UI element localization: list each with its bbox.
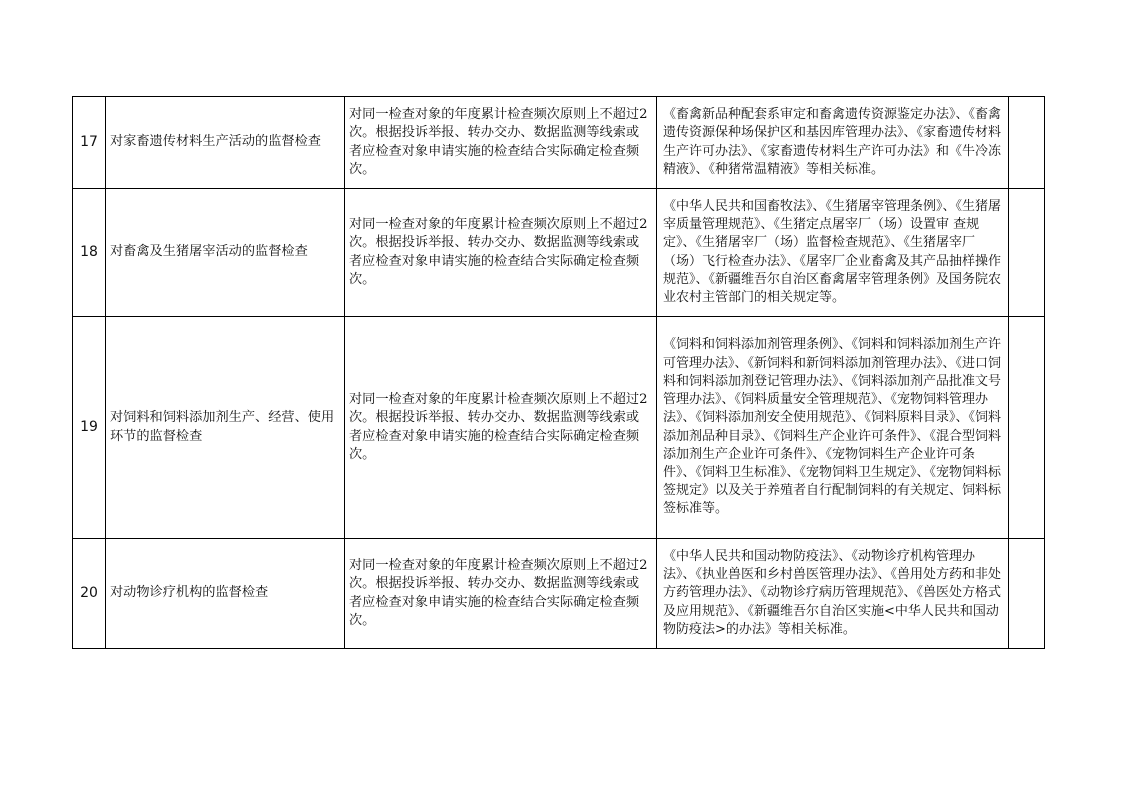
inspection-frequency: 对同一检查对象的年度累计检查频次原则上不超过2次。根据投诉举报、转办交办、数据监测等线索或者应检查对象申请实施的检查结合实际确定检查频次。 [345, 189, 657, 317]
inspection-item: 对动物诊疗机构的监督检查 [106, 539, 345, 649]
row-index: 18 [73, 189, 106, 317]
empty-cell [1009, 539, 1045, 649]
table-row [73, 189, 1045, 317]
row-index: 19 [73, 317, 106, 539]
empty-cell [1009, 317, 1045, 539]
table-row [73, 317, 1045, 539]
table-row [73, 97, 1045, 189]
inspection-item: 对饲料和饲料添加剂生产、经营、使用环节的监督检查 [106, 317, 345, 539]
inspection-basis: 《饲料和饲料添加剂管理条例》、《饲料和饲料添加剂生产许可管理办法》、《新饲料和新饲料添加剂管理办法》、《进口饲料和饲料添加剂登记管理办法》、《饲料添加剂产品批准文号管理办法》、《饲料质量安全管理规范》、《宠物饲料管理办法》、《饲料添加剂安全使用规范》、《饲料原料目录》、《饲料添加剂品种目录》、《饲料生产企业许可条件》、《混合型饲料添加剂生产企业许可条件》、《宠物饲料生产企业许可条件》、《饲料卫生标准》、《宠物饲料卫生规定》、《宠物饲料标签规定》以及关于养殖者自行配制饲料的有关规定、饲料标签标准等。 [657, 317, 1009, 539]
inspection-frequency: 对同一检查对象的年度累计检查频次原则上不超过2次。根据投诉举报、转办交办、数据监测等线索或者应检查对象申请实施的检查结合实际确定检查频次。 [345, 97, 657, 189]
inspection-item: 对家畜遗传材料生产活动的监督检查 [106, 97, 345, 189]
inspection-basis: 《中华人民共和国动物防疫法》、《动物诊疗机构管理办法》、《执业兽医和乡村兽医管理办法》、《兽用处方药和非处方药管理办法》、《动物诊疗病历管理规范》、《兽医处方格式及应用规范》、《新疆维吾尔自治区实施<中华人民共和国动物防疫法>的办法》等相关标准。 [657, 539, 1009, 649]
row-index: 17 [73, 97, 106, 189]
empty-cell [1009, 189, 1045, 317]
inspection-table [72, 96, 1045, 649]
inspection-basis: 《中华人民共和国畜牧法》、《生猪屠宰管理条例》、《生猪屠宰质量管理规范》、《生猪定点屠宰厂（场）设置审 查规定》、《生猪屠宰厂（场）监督检查规范》、《生猪屠宰厂（场）飞行检查办法》、《屠宰厂企业畜禽及其产品抽样操作规范》、《新疆维吾尔自治区畜禽屠宰管理条例》及国务院农业农村主管部门的相关规定等。 [657, 189, 1009, 317]
row-index: 20 [73, 539, 106, 649]
empty-cell [1009, 97, 1045, 189]
inspection-basis: 《畜禽新品种配套系审定和畜禽遗传资源鉴定办法》、《畜禽遗传资源保种场保护区和基因库管理办法》、《家畜遗传材料生产许可办法》、《家畜遗传材料生产许可办法》和《牛冷冻精液》、《种猪常温精液》等相关标准。 [657, 97, 1009, 189]
inspection-frequency: 对同一检查对象的年度累计检查频次原则上不超过2次。根据投诉举报、转办交办、数据监测等线索或者应检查对象申请实施的检查结合实际确定检查频次。 [345, 539, 657, 649]
inspection-frequency: 对同一检查对象的年度累计检查频次原则上不超过2次。根据投诉举报、转办交办、数据监测等线索或者应检查对象申请实施的检查结合实际确定检查频次。 [345, 317, 657, 539]
table-row [73, 539, 1045, 649]
inspection-item: 对畜禽及生猪屠宰活动的监督检查 [106, 189, 345, 317]
